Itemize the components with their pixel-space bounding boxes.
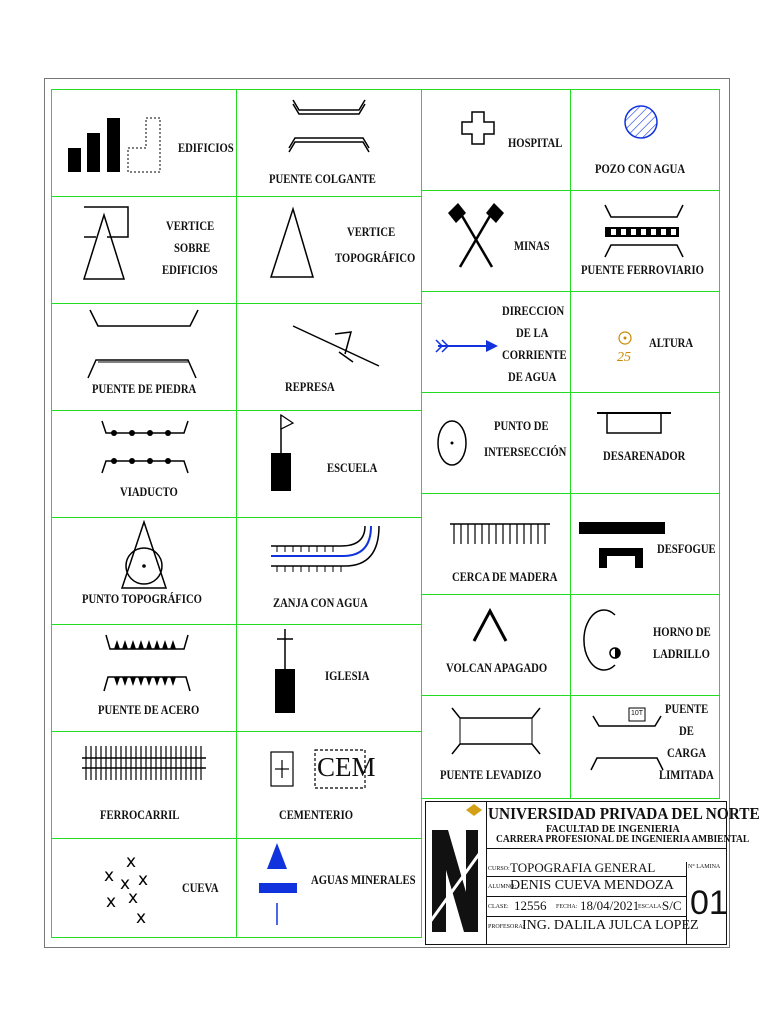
course-label: CURSO: xyxy=(488,866,510,872)
title-block xyxy=(425,801,760,945)
label-minas: MINAS xyxy=(514,238,550,253)
svg-text:x: x xyxy=(104,866,115,886)
label-punto-topografico: PUNTO TOPOGRÁFICO xyxy=(82,591,202,606)
cell-horno-ladrillo xyxy=(570,594,720,696)
cell-edificios xyxy=(51,89,237,197)
cell-altura xyxy=(570,291,720,393)
extinct-volcano-icon xyxy=(422,595,571,696)
label-puente-colgante: PUENTE COLGANTE xyxy=(269,171,376,186)
cell-volcan-apagado xyxy=(421,594,571,696)
cell-escuela xyxy=(236,410,422,518)
cell-punto-interseccion xyxy=(421,392,571,494)
label-aguas-minerales: AGUAS MINERALES xyxy=(311,872,416,887)
label-cerca-madera: CERCA DE MADERA xyxy=(452,569,558,584)
label-ferrocarril: FERROCARRIL xyxy=(100,807,180,822)
label-volcan-apagado: VOLCAN APAGADO xyxy=(446,660,548,675)
scale-value: S/C xyxy=(662,898,682,913)
svg-text:x: x xyxy=(128,888,139,908)
svg-text:x: x xyxy=(136,908,147,928)
label-horno-ladrillo-2: LADRILLO xyxy=(653,646,710,661)
class-value: 12556 xyxy=(514,898,547,913)
label-vertice-edificios-1: VERTICE xyxy=(166,218,215,233)
university-logo-icon xyxy=(426,802,486,944)
label-puente-ferroviario: PUENTE FERROVIARIO xyxy=(581,262,704,277)
label-direccion-agua-2: DE LA xyxy=(516,325,549,340)
label-puente-carga-3: CARGA xyxy=(667,745,707,760)
label-viaducto: VIADUCTO xyxy=(120,484,178,499)
cell-aguas-minerales xyxy=(236,838,422,938)
faculty-name: FACULTAD DE INGENIERIA xyxy=(546,824,680,835)
altitude-value: 25 xyxy=(617,350,631,365)
label-cueva: CUEVA xyxy=(182,880,219,895)
label-puente-acero: PUENTE DE ACERO xyxy=(98,702,200,717)
cell-cerca-madera xyxy=(421,493,571,595)
label-desfogue: DESFOGUE xyxy=(657,541,716,556)
label-edificios: EDIFICIOS xyxy=(178,140,234,155)
cell-represa xyxy=(236,303,422,411)
cell-puente-piedra xyxy=(51,303,237,411)
cell-punto-topografico xyxy=(51,517,237,625)
label-vertice-edificios-2: SOBRE xyxy=(174,240,211,255)
student-label: ALUMNO: xyxy=(488,884,516,890)
cell-vertice-edificios xyxy=(51,196,237,304)
svg-text:x: x xyxy=(106,892,117,912)
cell-desfogue xyxy=(570,493,720,595)
label-horno-ladrillo-1: HORNO DE xyxy=(653,624,711,639)
label-hospital: HOSPITAL xyxy=(508,135,563,150)
sheet-number: 01 xyxy=(690,884,728,922)
label-zanja-agua: ZANJA CON AGUA xyxy=(273,595,368,610)
cell-viaducto xyxy=(51,410,237,518)
date-label: FECHA: xyxy=(556,904,578,910)
label-puente-piedra: PUENTE DE PIEDRA xyxy=(92,381,197,396)
label-vertice-topografico-1: VERTICE xyxy=(347,224,396,239)
cell-puente-acero xyxy=(51,624,237,732)
label-direccion-agua-4: DE AGUA xyxy=(508,369,557,384)
svg-text:x: x xyxy=(120,874,131,894)
drawing-sheet xyxy=(44,78,760,948)
label-cementerio: CEMENTERIO xyxy=(279,807,354,822)
label-punto-interseccion-2: INTERSECCIÓN xyxy=(484,444,567,459)
label-desarenador: DESARENADOR xyxy=(603,448,686,463)
svg-text:x: x xyxy=(138,870,149,890)
load-limit-sign: 10T xyxy=(631,710,644,717)
cell-puente-carga xyxy=(570,695,720,799)
svg-text:x: x xyxy=(126,852,137,872)
label-pozo-agua: POZO CON AGUA xyxy=(595,161,686,176)
teacher-value: ING. DALILA JULCA LOPEZ xyxy=(522,918,699,933)
label-direccion-agua-1: DIRECCION xyxy=(502,303,565,318)
teacher-label: PROFESORA: xyxy=(488,924,525,930)
cell-direccion-agua xyxy=(421,291,571,393)
career-name: CARRERA PROFESIONAL DE INGENIERIA AMBIENTAL xyxy=(496,834,750,845)
label-iglesia: IGLESIA xyxy=(325,668,370,683)
cell-hospital xyxy=(421,89,571,191)
university-name: UNIVERSIDAD PRIVADA DEL NORTE xyxy=(488,804,760,823)
label-punto-interseccion-1: PUNTO DE xyxy=(494,418,549,433)
cell-ferrocarril xyxy=(51,731,237,839)
cell-zanja-agua xyxy=(236,517,422,625)
label-vertice-edificios-3: EDIFICIOS xyxy=(162,262,218,277)
cell-puente-ferroviario xyxy=(570,190,720,292)
cell-minas xyxy=(421,190,571,292)
label-puente-carga-1: PUENTE xyxy=(665,701,709,716)
cell-vertice-topografico xyxy=(236,196,422,304)
label-represa: REPRESA xyxy=(285,379,335,394)
label-escuela: ESCUELA xyxy=(327,460,378,475)
label-vertice-topografico-2: TOPOGRÁFICO xyxy=(335,250,416,265)
cell-cementerio xyxy=(236,731,422,839)
label-puente-levadizo: PUENTE LEVADIZO xyxy=(440,767,542,782)
cell-puente-colgante xyxy=(236,89,422,197)
label-direccion-agua-3: CORRIENTE xyxy=(502,347,567,362)
altitude-marker-icon xyxy=(571,292,720,393)
sheet-number-label: N° LAMINA xyxy=(688,864,721,870)
sand-trap-icon xyxy=(571,393,720,494)
cell-puente-levadizo xyxy=(421,695,571,799)
cell-pozo-agua xyxy=(570,89,720,191)
cell-cueva xyxy=(51,838,237,938)
scale-label: ESCALA: xyxy=(638,904,664,910)
label-altura: ALTURA xyxy=(649,335,694,350)
date-value: 18/04/2021 xyxy=(580,898,640,913)
class-label: CLASE: xyxy=(488,904,509,910)
cell-desarenador xyxy=(570,392,720,494)
student-value: DENIS CUEVA MENDOZA xyxy=(510,878,674,893)
cell-iglesia xyxy=(236,624,422,732)
course-value: TOPOGRAFIA GENERAL xyxy=(510,860,656,875)
label-puente-carga-4: LIMITADA xyxy=(659,767,714,782)
label-puente-carga-2: DE xyxy=(679,723,694,738)
cemetery-mark: CEM xyxy=(317,752,376,782)
